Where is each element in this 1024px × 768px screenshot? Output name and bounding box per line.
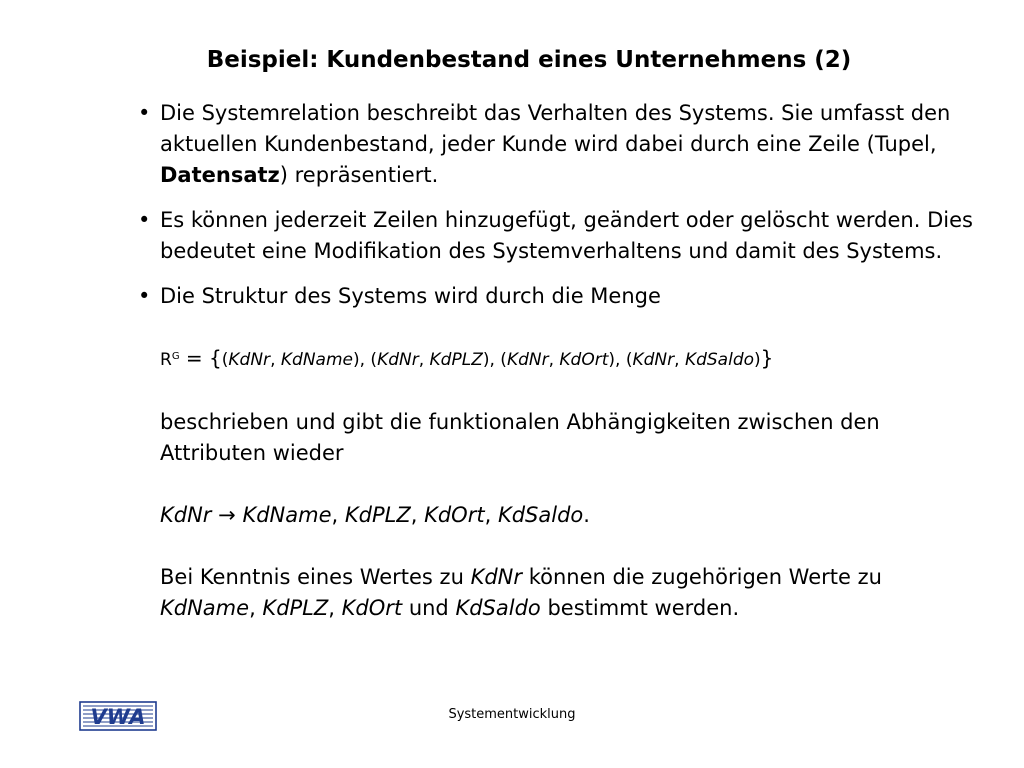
- struktur-intro: Die Struktur des Systems wird durch die Menge: [160, 284, 661, 308]
- formula-superscript: G: [171, 351, 180, 362]
- conclusion-attribute: KdName: [160, 596, 250, 620]
- formula-symbol: R: [160, 350, 172, 370]
- dependency-rhs: KdOrt: [424, 503, 485, 527]
- bullet-dot: •: [138, 284, 151, 308]
- bullet-item-systemrelation: [138, 98, 978, 191]
- slide-title: Beispiel: Kundenbestand eines Unternehmens (2): [206, 47, 852, 73]
- formula-attribute: KdOrt: [559, 350, 609, 370]
- dependency-rhs: KdName: [242, 503, 332, 527]
- footer-label: Systementwicklung: [448, 707, 576, 722]
- logo-lettering: VWA: [90, 705, 146, 729]
- struktur-conclusion: Bei Kenntnis eines Wertes zu KdNr können die zugehörigen Werte zu KdName, KdPLZ, KdOrt und KdSaldo bestimmt werden.: [160, 565, 882, 620]
- dependency-lhs: KdNr: [160, 503, 212, 527]
- struktur-description: beschrieben und gibt die funktionalen Abhängigkeiten zwischen den Attributen wieder: [160, 410, 880, 465]
- conclusion-attribute: KdNr: [470, 565, 523, 589]
- bullet-dot: •: [138, 208, 151, 232]
- formula-attribute: KdNr: [506, 350, 549, 370]
- formula-attribute: KdName: [280, 350, 353, 370]
- formula-attribute: KdNr: [377, 350, 419, 370]
- slide-content: [138, 98, 978, 624]
- functional-dependency: KdNr → KdName, KdPLZ, KdOrt, KdSaldo.: [160, 503, 590, 527]
- formula-attribute: KdPLZ: [429, 350, 483, 370]
- formula-attribute: KdNr: [632, 350, 675, 370]
- bullet-item-modifikation: [138, 205, 978, 267]
- dependency-rhs: KdPLZ: [344, 503, 411, 527]
- conclusion-attribute: KdSaldo: [455, 596, 541, 620]
- bullet-text: Es können jederzeit Zeilen hinzugefügt, geändert oder gelöscht werden. Dies bedeutet eine Modifikation des Systemverhaltens und damit des Systems.: [160, 208, 973, 263]
- conclusion-attribute: KdOrt: [341, 596, 403, 620]
- relation-formula: $R^G$ = {(KdNr, KdName), (KdNr, KdPLZ), (KdNr, KdOrt), (KdNr, KdSaldo)}: [160, 346, 774, 370]
- bullet-item-struktur: [138, 281, 978, 624]
- formula-close: }: [760, 346, 774, 370]
- bullet-dot: •: [138, 101, 151, 125]
- formula-attribute: KdNr: [228, 350, 271, 370]
- formula-attribute: KdSaldo: [684, 350, 755, 370]
- term-datensatz: Datensatz: [160, 163, 280, 187]
- formula-equals-open: = {: [179, 346, 222, 370]
- arrow-icon: →: [218, 503, 236, 527]
- dependency-rhs: KdSaldo: [497, 503, 584, 527]
- bullet-text: Die Systemrelation beschreibt das Verhalten des Systems. Sie umfasst den aktuellen Kundenbestand, jeder Kunde wird dabei durch eine Zeile (Tupel,: [160, 101, 951, 156]
- conclusion-attribute: KdPLZ: [262, 596, 329, 620]
- bullet-text: ) repräsentiert.: [279, 163, 439, 187]
